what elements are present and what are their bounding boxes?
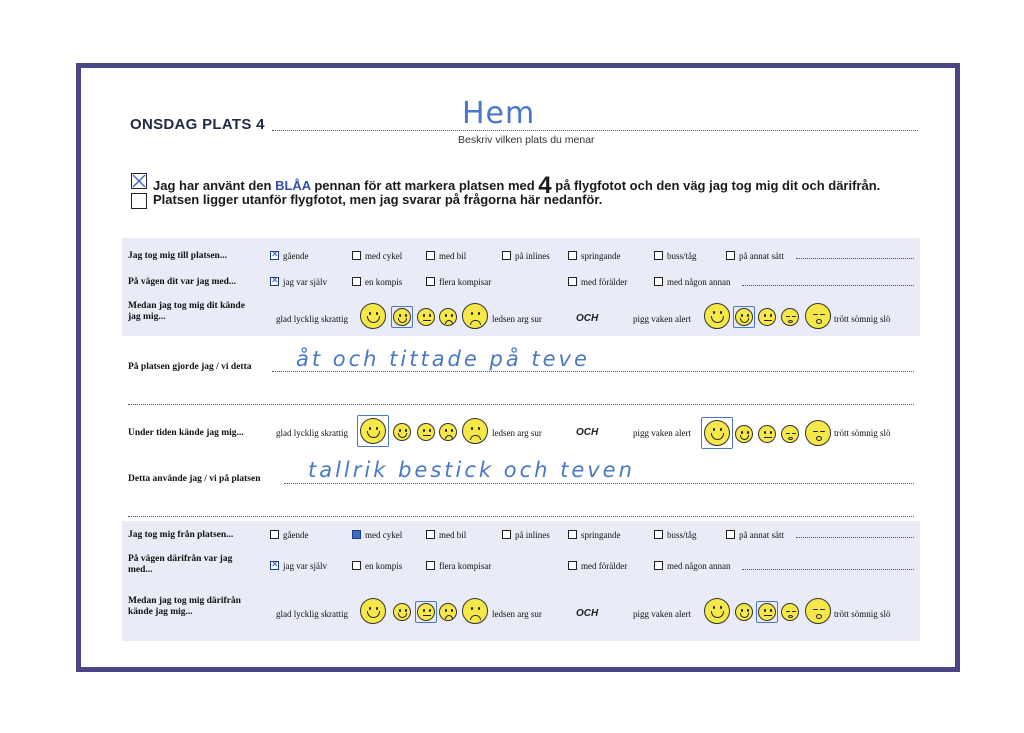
very-sad-smiley-icon[interactable] [462, 598, 488, 624]
to-bil[interactable]: med bil [426, 251, 466, 261]
checkbox-checked[interactable] [352, 530, 361, 539]
sleepy-smiley-icon[interactable] [781, 425, 799, 443]
mood-happy-label: glad lycklig skrattig [276, 609, 348, 619]
tired-label: trött sömnig slö [834, 609, 891, 619]
q-feel-to: Medan jag tog mig dit kände jag mig... [128, 301, 245, 322]
och-label: OCH [576, 427, 599, 438]
selection-mark [701, 417, 733, 449]
from-annat-line [796, 537, 914, 538]
option-outside-text: Platsen ligger utanför flygfotot, men jag svarar på frågorna här nedanför. [153, 192, 603, 207]
alert-label: pigg vaken alert [633, 428, 691, 438]
very-tired-smiley-icon[interactable] [805, 598, 831, 624]
to-kompisar[interactable]: flera kompisar [426, 277, 491, 287]
checkbox-checked[interactable] [270, 251, 279, 260]
very-alert-smiley-icon[interactable] [704, 303, 730, 329]
to-kompis[interactable]: en kompis [352, 277, 402, 287]
option-used-pen-text: Jag har använt den BLÅA pennan för att markera platsen med 4 på flygfotot och den väg jag tog mig dit och därifrån. [153, 172, 881, 199]
alert-label: pigg vaken alert [633, 609, 691, 619]
to-gaende[interactable]: ✕ gående [270, 251, 308, 261]
alert-label: pigg vaken alert [633, 314, 691, 324]
tired-label: trött sömnig slö [834, 314, 891, 324]
neutral-alert-smiley-icon[interactable] [758, 308, 776, 326]
checkbox[interactable] [502, 530, 511, 539]
checkbox[interactable] [426, 561, 435, 570]
very-tired-smiley-icon[interactable] [805, 303, 831, 329]
unhappy-smiley-icon[interactable] [439, 603, 457, 621]
checkbox[interactable] [426, 530, 435, 539]
checkbox[interactable] [654, 530, 663, 539]
from-bil[interactable]: med bil [426, 530, 466, 540]
checkbox[interactable] [568, 561, 577, 570]
tired-label: trött sömnig slö [834, 428, 891, 438]
from-kompisar[interactable]: flera kompisar [426, 561, 491, 571]
checkbox[interactable] [654, 251, 663, 260]
unhappy-smiley-icon[interactable] [439, 308, 457, 326]
from-springande[interactable]: springande [568, 530, 621, 540]
to-forälder[interactable]: med förälder [568, 277, 627, 287]
form-title: ONSDAG PLATS 4 [130, 116, 265, 133]
x-mark-icon [132, 174, 146, 188]
checkbox[interactable] [270, 530, 279, 539]
checkbox[interactable] [726, 530, 735, 539]
checkbox[interactable] [568, 251, 577, 260]
och-label: OCH [576, 313, 599, 324]
checkbox[interactable] [502, 251, 511, 260]
neutral-smiley-icon[interactable] [417, 308, 435, 326]
from-nagon-line [742, 569, 914, 570]
neutral-smiley-icon[interactable] [417, 423, 435, 441]
very-sad-smiley-icon[interactable] [462, 418, 488, 444]
checkbox-checked[interactable] [270, 561, 279, 570]
to-buss[interactable]: buss/tåg [654, 251, 697, 261]
alert-smiley-icon[interactable] [735, 603, 753, 621]
to-springande[interactable]: springande [568, 251, 621, 261]
selection-mark [415, 601, 437, 623]
sleepy-smiley-icon[interactable] [781, 603, 799, 621]
mood-happy-label: glad lycklig skrattig [276, 428, 348, 438]
checkbox[interactable] [426, 251, 435, 260]
selection-mark [756, 601, 778, 623]
option-used-pen-checkbox[interactable] [131, 173, 147, 189]
very-happy-smiley-icon[interactable] [360, 303, 386, 329]
mood-sad-label: ledsen arg sur [492, 609, 542, 619]
q-used: Detta använde jag / vi på platsen [128, 474, 261, 484]
from-sjalv[interactable]: ✕ jag var själv [270, 561, 327, 571]
alert-smiley-icon[interactable] [735, 425, 753, 443]
checkbox[interactable] [726, 251, 735, 260]
very-happy-smiley-icon[interactable] [360, 598, 386, 624]
checkbox[interactable] [654, 277, 663, 286]
checkbox[interactable] [568, 277, 577, 286]
title-underline [272, 130, 918, 131]
mood-happy-label: glad lycklig skrattig [276, 314, 348, 324]
q-company-to: På vägen dit var jag med... [128, 277, 237, 287]
mood-sad-label: ledsen arg sur [492, 428, 542, 438]
very-alert-smiley-icon[interactable] [704, 598, 730, 624]
checkbox[interactable] [568, 530, 577, 539]
to-annat-line [796, 258, 914, 259]
checkbox[interactable] [352, 251, 361, 260]
mood-sad-label: ledsen arg sur [492, 314, 542, 324]
very-tired-smiley-icon[interactable] [805, 420, 831, 446]
to-inlines[interactable]: på inlines [502, 251, 550, 261]
very-sad-smiley-icon[interactable] [462, 303, 488, 329]
did-line [272, 371, 914, 372]
to-nagon-line [742, 285, 914, 286]
to-sjalv[interactable]: ✕ jag var själv [270, 277, 327, 287]
from-cykel[interactable]: med cykel [352, 530, 402, 540]
from-nagon[interactable]: med någon annan [654, 561, 730, 571]
did-line-2 [128, 404, 914, 405]
place-name-handwritten[interactable]: Hem [462, 96, 536, 131]
place-hint: Beskriv vilken plats du menar [458, 134, 595, 146]
neutral-alert-smiley-icon[interactable] [758, 425, 776, 443]
to-cykel[interactable]: med cykel [352, 251, 402, 261]
happy-smiley-icon[interactable] [393, 603, 411, 621]
selection-mark [733, 306, 755, 328]
happy-smiley-icon[interactable] [393, 423, 411, 441]
q-feel-from: Medan jag tog mig därifrån kände jag mig... [128, 596, 241, 617]
checkbox[interactable] [426, 277, 435, 286]
checkbox[interactable] [352, 561, 361, 570]
och-label: OCH [576, 608, 599, 619]
selection-mark [357, 415, 389, 447]
q-company-from: På vägen därifrån var jag med... [128, 554, 233, 575]
checkbox[interactable] [352, 277, 361, 286]
checkbox-checked[interactable] [270, 277, 279, 286]
q-did: På platsen gjorde jag / vi detta [128, 362, 252, 372]
from-gaende[interactable]: gående [270, 530, 308, 540]
to-annat[interactable]: på annat sätt [726, 251, 784, 261]
q-travel-to: Jag tog mig till platsen... [128, 251, 227, 261]
used-answer-handwritten[interactable]: tallrik bestick och teven [308, 458, 635, 482]
checkbox[interactable] [654, 561, 663, 570]
from-inlines[interactable]: på inlines [502, 530, 550, 540]
selection-mark [391, 306, 413, 328]
did-answer-handwritten[interactable]: åt och tittade på teve [296, 347, 590, 371]
used-line-2 [128, 516, 914, 517]
from-annat[interactable]: på annat sätt [726, 530, 784, 540]
option-outside-checkbox[interactable] [131, 193, 147, 209]
to-nagon[interactable]: med någon annan [654, 277, 730, 287]
q-feel-at: Under tiden kände jag mig... [128, 428, 244, 438]
q-travel-from: Jag tog mig från platsen... [128, 530, 234, 540]
used-line [284, 483, 914, 484]
sleepy-smiley-icon[interactable] [781, 308, 799, 326]
from-kompis[interactable]: en kompis [352, 561, 402, 571]
from-buss[interactable]: buss/tåg [654, 530, 697, 540]
unhappy-smiley-icon[interactable] [439, 423, 457, 441]
from-forälder[interactable]: med förälder [568, 561, 627, 571]
